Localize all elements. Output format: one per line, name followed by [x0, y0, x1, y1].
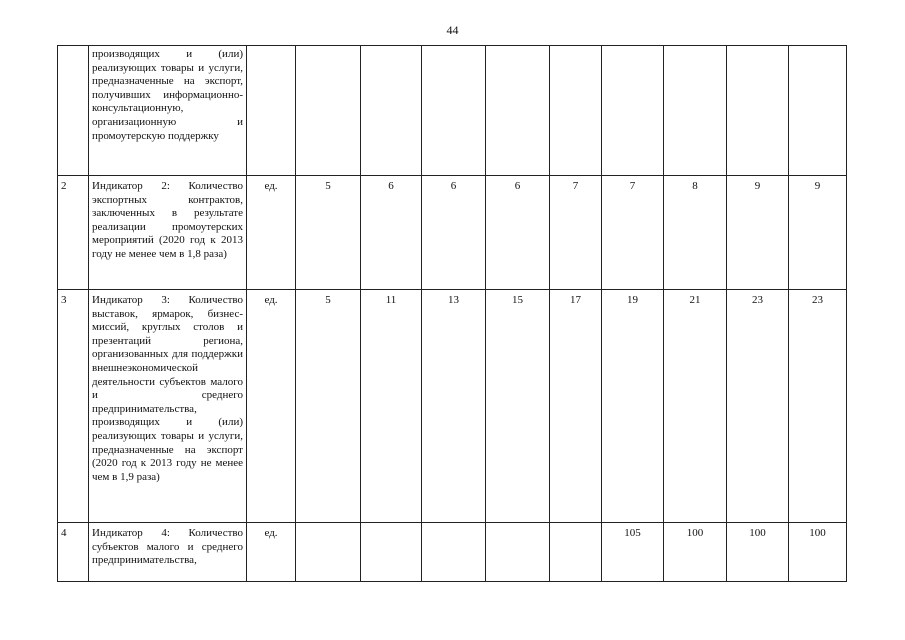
value-cell: 13 [422, 290, 486, 523]
indicator-description: производящих и (или) реализующих товары и услуги, предназначенные на экспорт, получивших информационно-консультационную, организационную и промоутерскую поддержку [89, 46, 247, 176]
value-cell: 21 [664, 290, 727, 523]
row-number: 4 [58, 523, 89, 582]
indicator-description: Индикатор 3: Количество выставок, ярмарок, бизнес-миссий, круглых столов и презентаций региона, организованных для поддержки внешнеэкономической деятельности субъектов малого и среднего предпринимательства, производящих и (или) реализующих товары и услуги, предназначенные на экспорт (2020 год к 2013 году не менее чем в 1,9 раза) [89, 290, 247, 523]
value-cell [361, 46, 422, 176]
value-cell [602, 46, 664, 176]
value-cell [486, 46, 550, 176]
value-cell: 6 [486, 176, 550, 290]
value-cell: 7 [550, 176, 602, 290]
value-cell [727, 46, 789, 176]
table-row [58, 46, 847, 176]
value-cell: 17 [550, 290, 602, 523]
value-cell: 8 [664, 176, 727, 290]
row-number: 3 [58, 290, 89, 523]
value-cell: 6 [361, 176, 422, 290]
value-cell: 15 [486, 290, 550, 523]
row-number [58, 46, 89, 176]
value-cell [664, 46, 727, 176]
value-cell [422, 46, 486, 176]
value-cell [296, 46, 361, 176]
value-cell: 100 [789, 523, 847, 582]
value-cell [550, 46, 602, 176]
value-cell [486, 523, 550, 582]
table-row [58, 290, 847, 523]
row-number: 2 [58, 176, 89, 290]
indicator-description: Индикатор 4: Количество субъектов малого и среднего предпринимательства, [89, 523, 247, 582]
value-cell: 7 [602, 176, 664, 290]
value-cell [789, 46, 847, 176]
value-cell [550, 523, 602, 582]
value-cell: 23 [789, 290, 847, 523]
table-body [58, 46, 847, 582]
page-number: 44 [446, 23, 459, 37]
value-cell: 6 [422, 176, 486, 290]
value-cell [296, 523, 361, 582]
unit-cell: ед. [247, 523, 296, 582]
table-row [58, 523, 847, 582]
unit-cell: ед. [247, 176, 296, 290]
value-cell: 105 [602, 523, 664, 582]
value-cell: 9 [789, 176, 847, 290]
value-cell: 100 [664, 523, 727, 582]
value-cell: 19 [602, 290, 664, 523]
indicators-table [57, 45, 847, 582]
value-cell: 5 [296, 290, 361, 523]
value-cell: 23 [727, 290, 789, 523]
value-cell: 11 [361, 290, 422, 523]
value-cell [422, 523, 486, 582]
value-cell: 9 [727, 176, 789, 290]
unit-cell [247, 46, 296, 176]
value-cell: 100 [727, 523, 789, 582]
value-cell [361, 523, 422, 582]
unit-cell: ед. [247, 290, 296, 523]
table-row [58, 176, 847, 290]
indicator-description: Индикатор 2: Количество экспортных контрактов, заключенных в результате реализации промоутерских мероприятий (2020 год к 2013 году не менее чем в 1,8 раза) [89, 176, 247, 290]
value-cell: 5 [296, 176, 361, 290]
